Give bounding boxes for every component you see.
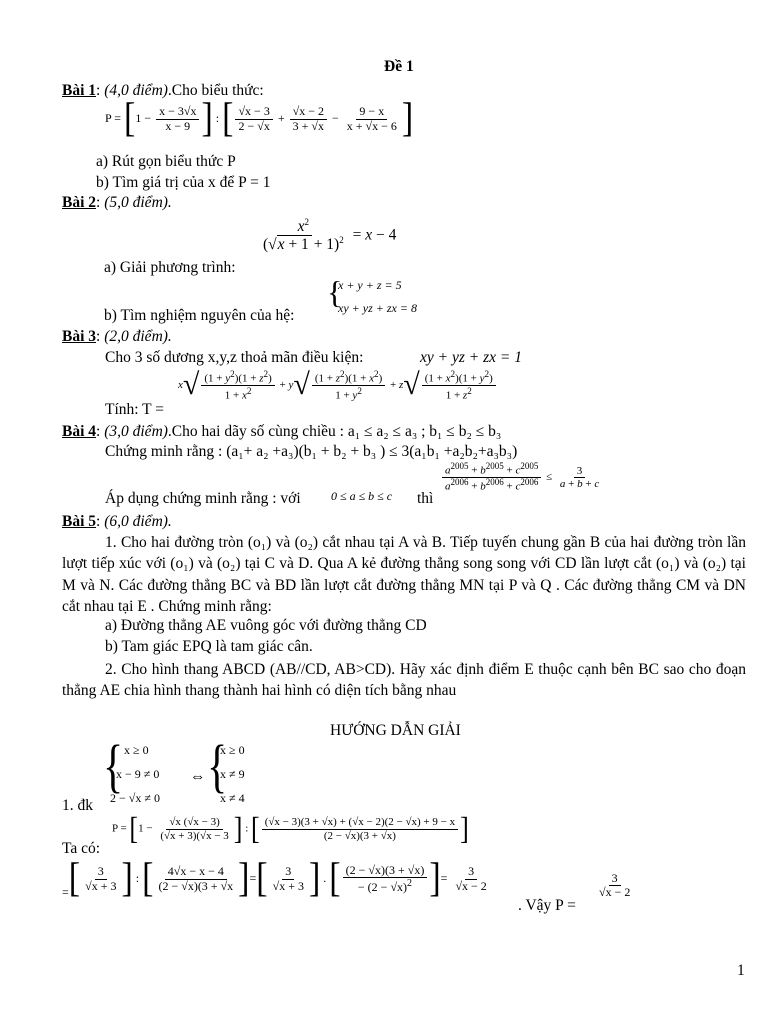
bai4-prove: Chứng minh rằng : (a₁+ a₂ +a₃)(b₁ + b₂ + b₃ ) ≤ 3(a₁b₁ +a₂b₂+a₃b₃) xyxy=(105,443,518,460)
bai1-intro: .Cho biểu thức: xyxy=(167,82,264,99)
bai3-tinh: Tính: T = xyxy=(105,401,164,418)
bai5-problem-1: 1. Cho hai đường tròn (o₁) và (o₂) cắt nhau tại A và B. Tiếp tuyến chung gần B của hai đường tròn lần lượt tiếp xúc với (o₁) và (o₂) tại C và D. Qua A kẻ đường thẳng song song với CD lần lượt cắt (o₁) và (o₂) tại M và N. Các đường thẳng BC và BD lần lượt cắt đường thẳng MN tại P và Q . Các đường thẳng CM và DN cắt nhau tại E . Chứng minh rằng: xyxy=(62,534,746,616)
bai5-heading: Bài 5: (6,0 điểm). xyxy=(62,513,172,530)
bai4-label: Bài 4 xyxy=(62,423,97,440)
bai1-label: Bài 1 xyxy=(62,82,97,99)
bai1-expression: P = [1 − $\frac{x - 3√x}{x - 9}$ ] : [ $\frac{√x - 3}{2 - √x}$ + $\frac{√x - 2}{3 + √x}$ − $\frac{9 - x}{x + √x - 6}$ ] xyxy=(105,96,414,141)
system-brace: { xyxy=(327,274,343,310)
dk-cond-3: 2 − √x ≠ 0 xyxy=(110,791,160,805)
bai5-label: Bài 5 xyxy=(62,513,97,530)
bai2-points: (5,0 điểm). xyxy=(104,194,172,211)
solution-heading: HƯỚNG DẪN GIẢI xyxy=(330,722,461,739)
dk-brace-right: { xyxy=(207,735,228,800)
bai2-equation: $\frac{x^2}{(√x + 1 + 1)^2}$ = x − 4 xyxy=(263,217,397,254)
page-title: Đề 1 xyxy=(384,58,414,75)
bai2-heading: Bài 2: (5,0 điểm). xyxy=(62,194,172,211)
dk-res-2: x ≠ 9 xyxy=(220,767,245,781)
bai1-part-b: b) Tìm giá trị của x để P = 1 xyxy=(96,174,271,191)
dk-brace-left: { xyxy=(103,735,124,800)
bai2-eq1: x + y + z = 5 xyxy=(338,278,402,292)
bai4-inequality: $\frac{a^{2005} + b^{2005} + c^{2005}}{a^{2006} + b^{2006} + c^{2006}}$ ≤ $\frac{3}{a + b + c}$ xyxy=(440,462,604,493)
bai3-cond-text: Cho 3 số dương x,y,z thoả mãn điều kiện: xyxy=(105,349,364,366)
dk-res-1: x ≥ 0 xyxy=(220,743,245,757)
dk-res-3: x ≠ 4 xyxy=(220,791,245,805)
bai2-part-b: b) Tìm nghiệm nguyên của hệ: xyxy=(104,307,295,324)
bai2-part-a: a) Giải phương trình: xyxy=(104,259,236,276)
bai4-apply: Áp dụng chứng minh rằng : với xyxy=(105,490,301,507)
bai3-expression: x√ $\frac{(1 + y^2)(1 + z^2)}{1 + x^2}$ + y√ $\frac{(1 + z^2)(1 + x^2)}{1 + y^2}$ + z√ $\frac{(1 + x^2)(1 + y^2)}{1 + z^2}$ xyxy=(178,368,498,403)
bai5-problem-2: 2. Cho hình thang ABCD (AB//CD, AB>CD). Hãy xác định điểm E thuộc cạnh bên BC sao cho đoạn thẳng AE chia hình thang thành hai hình có diện tích bằng nhau xyxy=(62,661,746,700)
bai1-points: (4,0 điểm) xyxy=(104,82,168,99)
final-result: $\frac{3}{√x - 2}$ xyxy=(599,871,631,900)
bai4-points: (3,0 điểm) xyxy=(104,423,168,440)
bai4-heading: Bài 4: (3,0 điểm).Cho hai dãy số cùng chiều : a₁ ≤ a₂ ≤ a₃ ; b₁ ≤ b₂ ≤ b₃ xyxy=(62,423,502,440)
bai3-points: (2,0 điểm). xyxy=(104,328,172,345)
bai1-part-a: a) Rút gọn biểu thức P xyxy=(96,153,236,170)
solution-step-2: =[ $\frac{3}{√x + 3}$ ] : [ $\frac{4√x - x - 4}{(2 - √x)(3 + √x}$ ]=[ $\frac{3}{√x + 3}$ ] . [ $\frac{(2 - √x)(3 + √x)}{- (2 - √x)^2}$ ]= $\frac{3}{√x - 2}$ xyxy=(62,856,487,901)
dk-cond-1: x ≥ 0 xyxy=(124,743,149,757)
bai3-heading: Bài 3: (2,0 điểm). xyxy=(62,328,172,345)
bai4-cond: 0 ≤ a ≤ b ≤ c xyxy=(331,489,393,503)
dk-cond-2: x − 9 ≠ 0 xyxy=(116,767,160,781)
bai2-label: Bài 2 xyxy=(62,194,97,211)
bai5-part-a: a) Đường thẳng AE vuông góc với đường thẳng CD xyxy=(105,617,427,634)
bai2-eq2: xy + yz + zx = 8 xyxy=(338,301,417,315)
vay-label: . Vậy P = xyxy=(518,897,576,914)
bai5-part-b: b) Tam giác EPQ là tam giác cân. xyxy=(105,638,313,655)
bai4-intro: .Cho hai dãy số cùng chiều : a₁ ≤ a₂ ≤ a₃ ; b₁ ≤ b₂ ≤ b₃ xyxy=(167,423,502,440)
bai1-heading: Bài 1: (4,0 điểm).Cho biểu thức: xyxy=(62,82,264,99)
taco-label: Ta có: xyxy=(62,840,101,857)
dk-label: 1. đk xyxy=(62,797,93,814)
page-number: 1 xyxy=(737,962,745,979)
solution-step-1: P = [1 − $\frac{√x (√x - 3)}{(√x + 3)(√x - 3}$ ] : [ $\frac{(√x - 3)(3 + √x) + (√x - 2)(2 - √x) + 9 - x}{(2 - √x)(3 + √x)}$ ] xyxy=(112,811,469,846)
equiv-arrow: ⇔ xyxy=(190,768,206,785)
bai3-cond-eq: xy + yz + zx = 1 xyxy=(420,349,522,366)
bai4-thi: thì xyxy=(417,490,434,507)
bai3-condition xyxy=(105,349,363,367)
bai5-points: (6,0 điểm). xyxy=(104,513,172,530)
bai3-label: Bài 3 xyxy=(62,328,97,345)
